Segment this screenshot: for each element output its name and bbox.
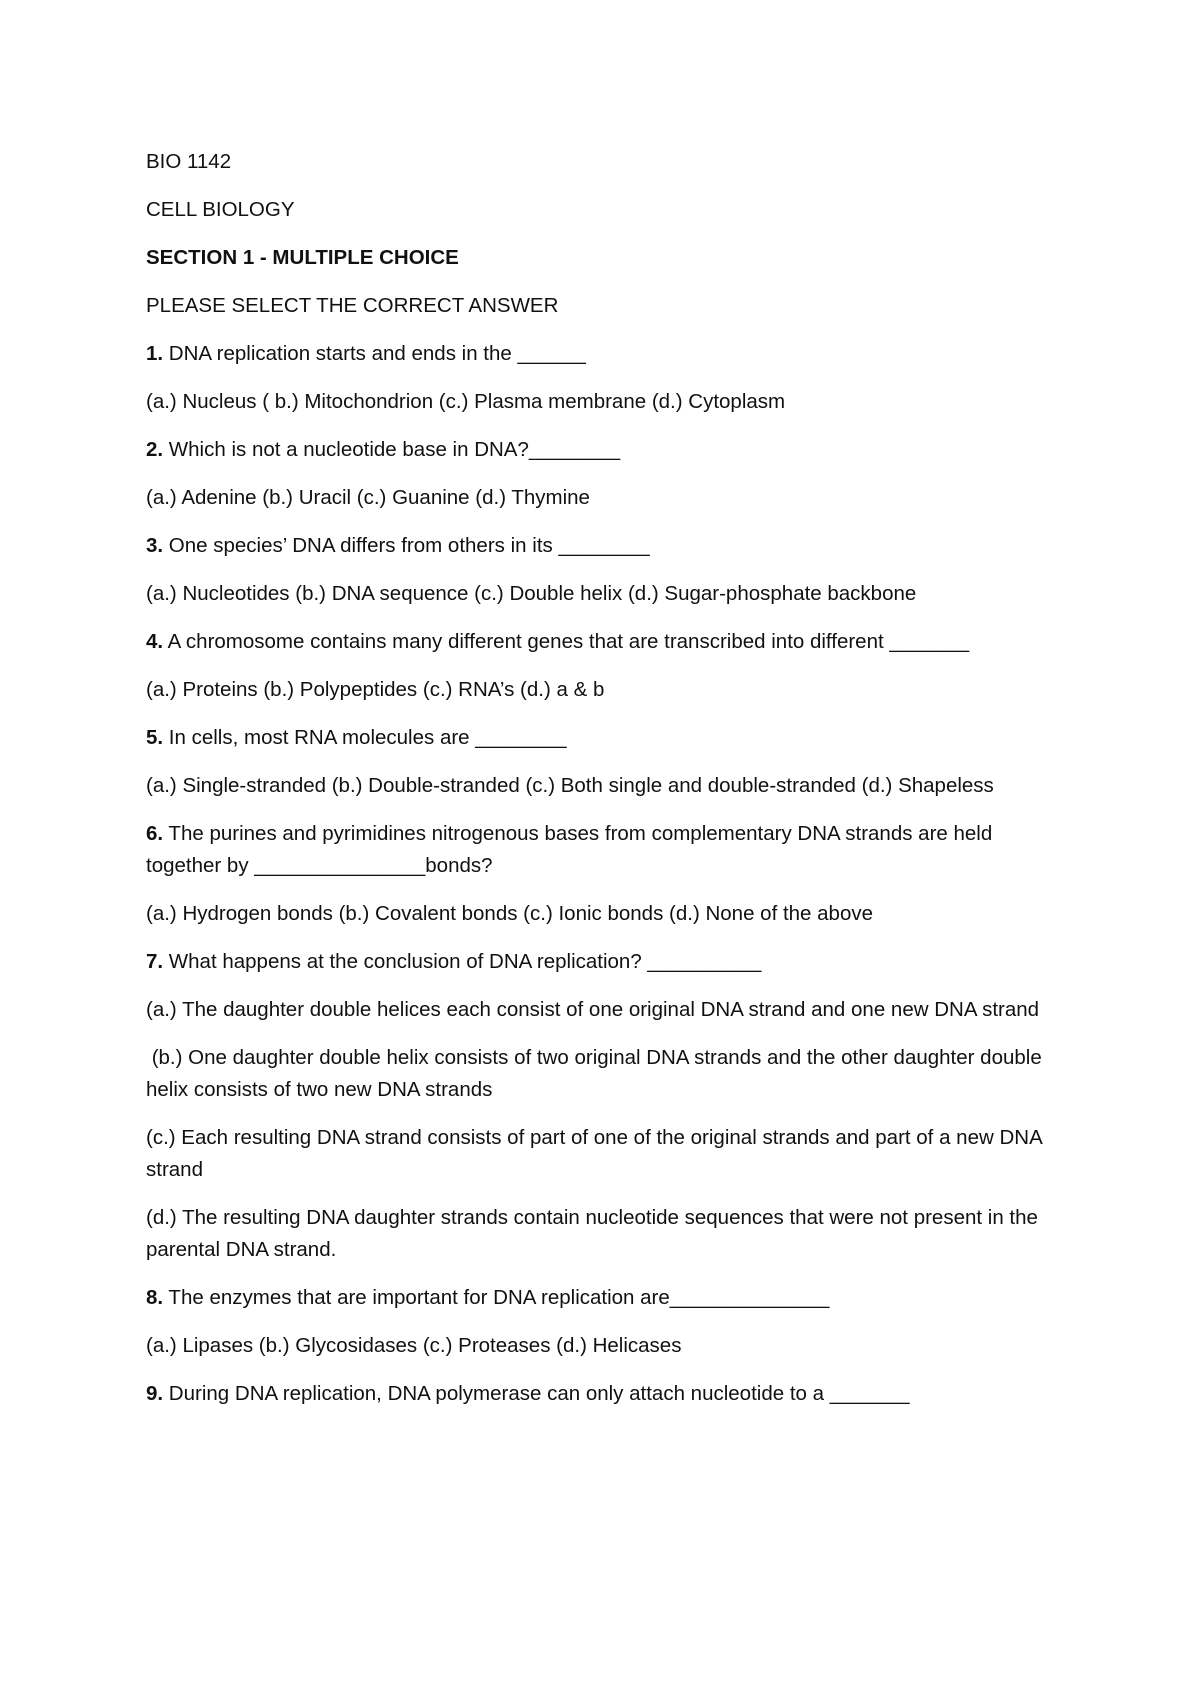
question-2-options: (a.) Adenine (b.) Uracil (c.) Guanine (d.) Thymine: [146, 486, 590, 509]
question-1-options: (a.) Nucleus ( b.) Mitochondrion (c.) Plasma membrane (d.) Cytoplasm: [146, 390, 786, 413]
question-text: What happens at the conclusion of DNA replication? __________: [163, 950, 762, 973]
question-7-option-a: (a.) The daughter double helices each consist of one original DNA strand and one new DNA strand: [146, 998, 1040, 1021]
question-3-options: (a.) Nucleotides (b.) DNA sequence (c.) Double helix (d.) Sugar-phosphate backbone: [146, 582, 917, 605]
course-code: BIO 1142: [146, 150, 232, 173]
document-body: [146, 146, 1066, 1426]
question-7-option-c: (c.) Each resulting DNA strand consists of part of one of the original strands and part of a new DNA strand: [146, 1126, 1042, 1181]
question-8-options: (a.) Lipases (b.) Glycosidases (c.) Proteases (d.) Helicases: [146, 1334, 682, 1357]
question-text: A chromosome contains many different genes that are transcribed into different _______: [163, 630, 970, 653]
question-4-options: (a.) Proteins (b.) Polypeptides (c.) RNA’s (d.) a & b: [146, 678, 605, 701]
course-name: CELL BIOLOGY: [146, 198, 295, 221]
question-number: 1.: [146, 342, 164, 365]
question-2: [146, 434, 1066, 466]
question-number: 8.: [146, 1286, 164, 1309]
question-text: DNA replication starts and ends in the ______: [163, 342, 586, 365]
question-text: One species’ DNA differs from others in its ________: [163, 534, 650, 557]
question-7-option-b: (b.) One daughter double helix consists of two original DNA strands and the other daughter double helix consists of two new DNA strands: [146, 1046, 1048, 1101]
question-text: The enzymes that are important for DNA replication are______________: [163, 1286, 830, 1309]
question-number: 4.: [146, 630, 164, 653]
question-number: 3.: [146, 534, 164, 557]
question-text: The purines and pyrimidines nitrogenous bases from complementary DNA strands are held together by _______________bonds?: [146, 822, 993, 877]
question-number: 2.: [146, 438, 164, 461]
question-number: 6.: [146, 822, 164, 845]
question-text: Which is not a nucleotide base in DNA?________: [163, 438, 621, 461]
question-4: [146, 626, 1066, 658]
question-number: 9.: [146, 1382, 164, 1405]
question-6-options: (a.) Hydrogen bonds (b.) Covalent bonds (c.) Ionic bonds (d.) None of the above: [146, 902, 874, 925]
question-9: [146, 1378, 1066, 1410]
question-number: 7.: [146, 950, 164, 973]
question-6: [146, 818, 1066, 882]
section-title: SECTION 1 - MULTIPLE CHOICE: [146, 246, 459, 269]
question-5-options: (a.) Single-stranded (b.) Double-stranded (c.) Both single and double-stranded (d.) Shapeless: [146, 774, 994, 797]
question-8: [146, 1282, 1066, 1314]
question-5: [146, 722, 1066, 754]
question-text: During DNA replication, DNA polymerase can only attach nucleotide to a _______: [163, 1382, 910, 1405]
question-number: 5.: [146, 726, 164, 749]
question-7: [146, 946, 1066, 978]
question-7-option-d: (d.) The resulting DNA daughter strands contain nucleotide sequences that were not present in the parental DNA strand.: [146, 1206, 1038, 1261]
question-1: [146, 338, 1066, 370]
question-text: In cells, most RNA molecules are ________: [163, 726, 567, 749]
instruction: PLEASE SELECT THE CORRECT ANSWER: [146, 294, 559, 317]
question-3: [146, 530, 1066, 562]
